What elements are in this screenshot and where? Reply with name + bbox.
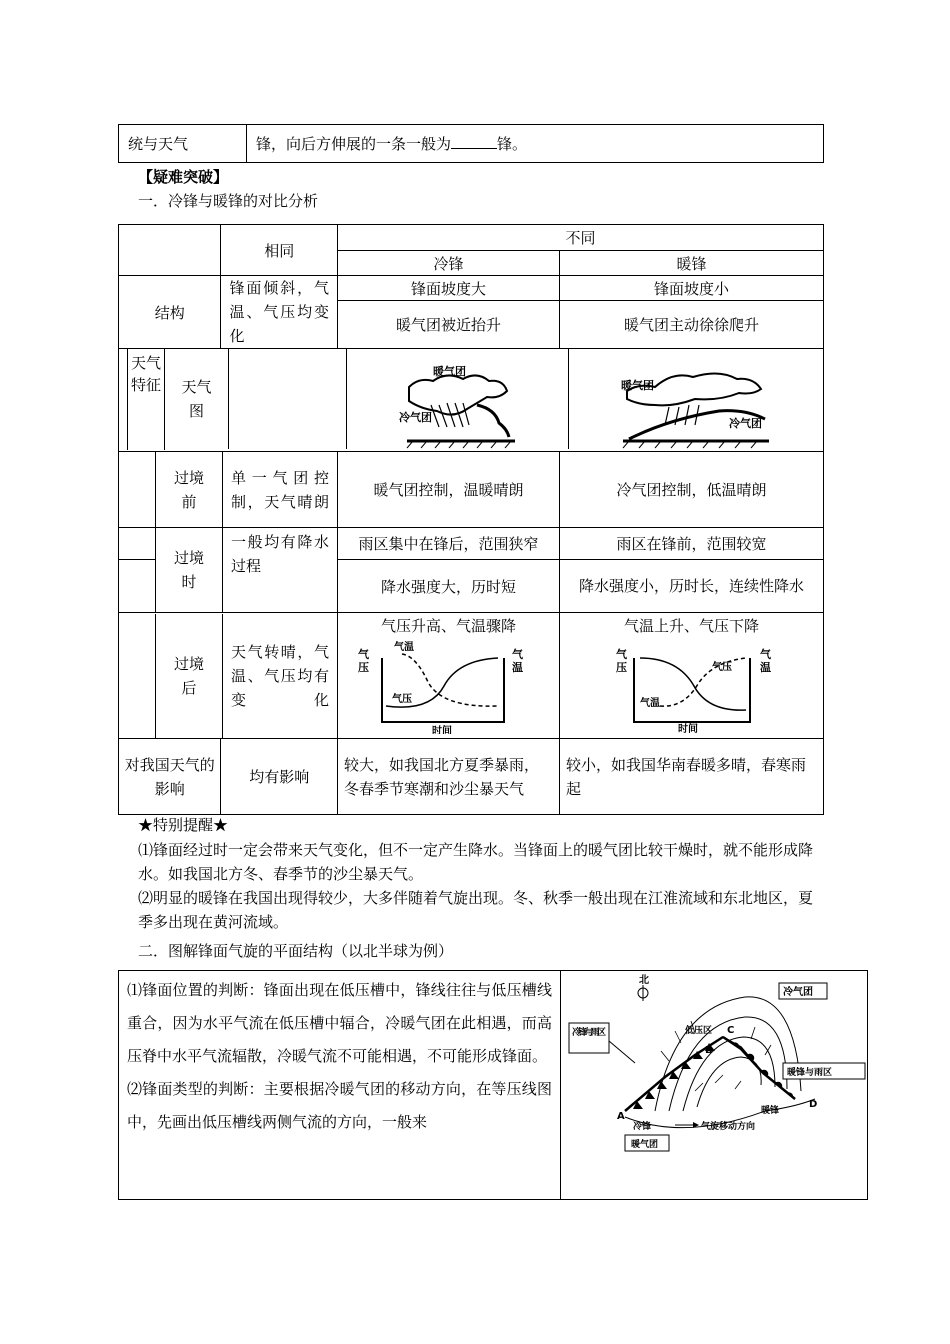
point-d: D [809,1099,818,1110]
cold-diagram-cold-mass: 冷气团 [399,411,432,424]
svg-text:气: 气 [358,648,370,661]
during-label: 过境时 [174,549,205,591]
section-heading: 【疑难突破】 [138,168,229,186]
cyclone-text-2: ⑵锋面类型的判断：主要根据冷暖气团的移动方向，在等压线图中，先画出低压槽线两侧气流的方向，一般来 [127,1080,552,1131]
cyclone-cold-front: 冷锋 [633,1122,652,1132]
impact-label: 对我国天气的影响 [119,739,221,815]
reminder-2: ⑵明显的暖锋在我国出现得较少，大多伴随着气旋出现。冬、秋季一般出现在江淮流域和东北地区，夏季多出现在黄河流域。 [138,889,814,931]
cyclone-warm-front: 暖锋 [761,1106,780,1116]
cyclone-text-1: ⑴锋面位置的判断：锋面出现在低压槽中，锋线往往与低压槽线重合，因为水平气流在低压槽中辐合，冷暖气团在此相遇，而高压脊中水平气流辐散，冷暖气流不可能相遇，不可能形成锋面。 [127,981,552,1065]
during-warm-intensity: 降水强度小，历时长，连续性降水 [578,577,804,595]
impact-warm: 较小，如我国华南春暖多晴，春寒雨起 [560,739,824,815]
weather-map-row [119,349,824,452]
reminder-title: ★特别提醒★ [138,816,229,834]
cyclone-low: 低压区 [685,1026,713,1036]
svg-text:气: 气 [616,648,627,661]
header-same: 相同 [221,225,338,276]
cyclone-move-direction: 气旋移动方向 [701,1122,756,1132]
svg-text:温: 温 [512,661,524,674]
cold-graph-time: 时间 [432,726,453,734]
cyclone-warm-mass: 暖气团 [631,1140,659,1150]
header-cold-front: 冷锋 [338,251,560,276]
header-diff: 不同 [338,225,824,251]
point-a: A [617,1111,625,1122]
point-c: C [727,1025,735,1036]
compare-table [118,224,824,815]
point-b: B [705,1045,713,1056]
structure-cold-lift: 暖气团被近抬升 [338,301,560,349]
structure-same: 锋面倾斜，气温、气压均变化 [221,276,338,349]
svg-text:气: 气 [512,648,524,661]
structure-warm-lift: 暖气团主动徐徐爬升 [560,301,824,349]
after-warm: 气温上升、气压下降 [623,617,759,635]
before-label: 过境前 [174,468,205,511]
svg-text:压: 压 [358,661,370,674]
subsection-title-1: 一．冷锋与暖锋的对比分析 [138,192,319,210]
header-warm-front: 暖锋 [560,251,824,276]
warm-diagram-warm-mass: 暖气团 [621,379,654,392]
north-label: 北 [639,975,649,986]
cold-graph-pressure: 气压 [392,694,413,705]
cold-front-graph [338,636,558,734]
cold-front-diagram [347,349,569,449]
during-warm-rain: 雨区在锋前，范围较宽 [560,528,823,560]
structure-label: 结构 [119,276,221,349]
after-label: 过境后 [174,654,205,697]
during-same: 一般均有降水过程 [231,533,330,575]
before-same: 单一气团控制，天气晴朗 [231,468,330,511]
svg-text:温: 温 [760,661,771,674]
before-cold: 暖气团控制，温暖晴朗 [338,452,560,528]
cyclone-cold-front-rain: 冷锋与雨区 [572,1028,606,1038]
cyclone-diagram [565,971,867,1171]
impact-same: 均有影响 [221,739,338,815]
impact-cold: 较大，如我国北方夏季暴雨，冬春季节寒潮和沙尘暴天气 [338,739,560,815]
svg-text:气: 气 [760,648,771,661]
after-cold: 气压升高、气温骤降 [381,617,517,635]
structure-warm-slope: 锋面坡度小 [560,276,824,301]
weather-map-label: 天气图 [181,378,212,420]
warm-front-diagram [569,349,825,449]
after-same: 天气转晴，气温、气压均有变化 [231,642,330,709]
cyclone-cold-mass: 冷气团 [783,987,813,998]
reminder-1: ⑴锋面经过时一定会带来天气变化，但不一定产生降水。当锋面上的暖气团比较干燥时，就不能形成降水。如我国北方冬、春季节的沙尘暴天气。 [138,841,814,883]
answer-blank[interactable] [451,134,497,149]
during-cold-rain: 雨区集中在锋后，范围狭窄 [338,528,559,560]
warm-diagram-cold-mass: 冷气团 [729,417,762,430]
cyclone-warm-front-rain: 暖锋与雨区 [787,1068,833,1078]
before-warm: 冷气团控制，低温晴朗 [560,452,824,528]
warm-graph-temp: 气温 [640,698,660,709]
top-table-right: 锋，向后方伸展的一条一般为 锋。 [247,125,824,163]
during-cold-intensity: 降水强度大，历时短 [381,577,517,596]
subsection-title-2: 二．图解锋面气旋的平面结构（以北半球为例） [138,942,454,960]
cold-graph-temp: 气温 [394,642,415,653]
cold-diagram-warm-mass: 暖气团 [433,365,466,378]
top-table [118,124,824,163]
warm-graph-pressure: 气压 [712,662,732,673]
warm-front-graph [560,636,822,734]
weather-feature-label: 天气特征 [127,348,165,450]
cyclone-box [118,970,868,1200]
top-table-left: 统与天气 [119,125,247,163]
warm-graph-time: 时间 [678,724,698,734]
structure-cold-slope: 锋面坡度大 [338,276,560,301]
svg-text:压: 压 [616,661,627,674]
